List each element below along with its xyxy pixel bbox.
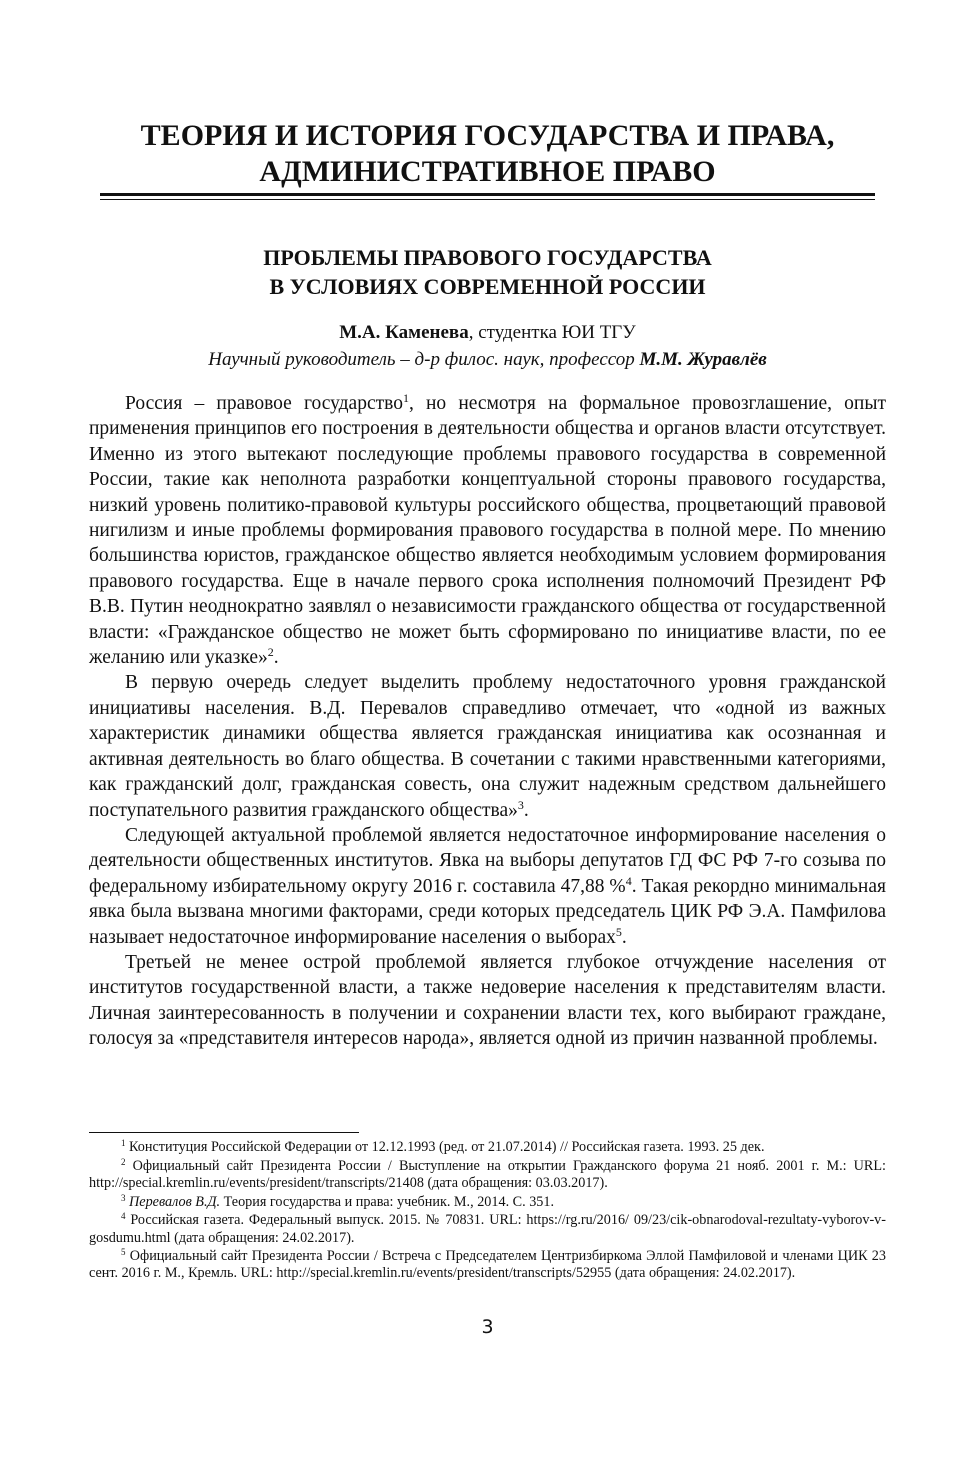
article-title [89,243,886,301]
footnote-1-text: Конституция Российской Федерации от 12.12.1993 (ред. от 21.07.2014) // Российская газета. 1993. 25 дек. [125,1139,765,1155]
paragraph-3-text-c: . [621,926,627,948]
footnote-4-number: 4 [121,1211,126,1222]
footnote-4 [89,1212,886,1246]
footnote-4-text: Российская газета. Федеральный выпуск. 2015. № 70831. URL: https://rg.ru/2016/ 09/23/cik-obnarodoval-rezultaty-vyborov-v-gosdumu.html (дата обращения: 24.02.2017). [89,1212,886,1246]
paragraph-1 [89,391,886,670]
advisor-name: М.М. Журавлёв [639,349,767,370]
footnote-ref-5: 5 [615,924,622,939]
author-name: М.А. Каменева [339,322,469,343]
section-heading [89,118,886,190]
footnote-ref-1: 1 [402,391,409,405]
paragraph-2-text-a: В первую очередь следует выделить проблему недостаточного уровня гражданской инициативы населения. В.Д. Перевалов справедливо отмечает, что «одной из важных характеристик динамики общества является гражданская инициатива как осознанная и активная деятельность во благо общества. В сочетании с такими нравственными категориями, как гражданский долг, гражданская совесть, она служит надежным средством дальнейшего поступательного развития гражданского общества» [89,672,886,821]
paragraph-1-text-b: , но несмотря на формальное провозглашение, опыт применения принципов его построения в деятельности общества и органов власти отсутствует. Именно из этого вытекают последующие проблемы правового государства в современной России, такие как неполнота разработки концептуальной стороны правового государства, низкий уровень политико-правовой культуры российского общества, процветающий правовой нигилизм и иные проблемы формирования правового государства в полной мере. По мнению большинства юристов, гражданское общество является необходимым условием формирования правового государства. Еще в начале первого срока исполнения полномочий Президент РФ В.В. Путин неоднократно заявлял о независимости гражданского общества от государственной власти: «Гражданское общество не может быть сформировано по инициативе власти, по ее желанию или указке» [89,393,886,669]
section-rule-thin [100,199,875,200]
footnote-5-text: Официальный сайт Президента России / Встреча с Председателем Центризбиркома Эллой Памфиловой и членами ЦИК 23 сент. 2016 г. М., Кремль. URL: http://special.kremlin.ru/events/president/transcripts/52955 (дата обращения: 24.02.2017). [89,1248,886,1282]
footnote-1 [89,1139,886,1156]
footnote-2 [89,1158,886,1192]
footnote-3 [89,1194,886,1211]
section-heading-line-1: ТЕОРИЯ И ИСТОРИЯ ГОСУДАРСТВА И ПРАВА, [140,119,835,152]
footnote-ref-4: 4 [625,873,632,888]
advisor-prefix: Научный руководитель – д-р филос. наук, профессор [208,349,640,370]
page-number: 3 [481,1316,494,1338]
footnote-5-number: 5 [121,1247,126,1258]
paragraph-3-text-a: Следующей актуальной проблемой является недостаточное информирование населения о деятельности общественных институтов. Явка на выборы депутатов ГД ФС РФ 7-го созыва по федеральному избирательному округу 2016 г. составила 47,88 % [89,824,886,897]
author-line [89,320,886,346]
paragraph-3-text-b: . Такая рекордно минимальная явка была вызвана многими факторами, среди которых председатель ЦИК РФ Э.А. Памфилова называет недостаточное информирование населения о выборах [89,875,886,948]
footnote-separator [89,1132,359,1133]
footnote-2-number: 2 [121,1156,126,1167]
footnote-1-number: 1 [121,1138,126,1148]
paragraph-1-text-c: . [273,647,279,669]
section-rule-thick [100,193,875,196]
section-heading-line-2: АДМИНИСТРАТИВНОЕ ПРАВО [259,155,716,188]
paragraph-1-text-a: Россия – правовое государство [125,393,403,414]
paragraph-3 [89,823,886,950]
article-body [89,391,886,1052]
footnote-ref-3: 3 [517,797,524,812]
paragraph-2 [89,670,886,822]
footnote-5 [89,1248,886,1282]
advisor-line [89,347,886,373]
footnote-ref-2: 2 [267,645,274,660]
footnote-3-author: Перевалов В.Д. [125,1193,221,1210]
footnote-3-text: Теория государства и права: учебник. М., 2014. С. 351. [220,1193,555,1210]
paragraph-2-text-b: . [523,799,529,821]
footnotes [89,1139,886,1284]
footnote-2-text: Официальный сайт Президента России / Выступление на открытии Гражданского форума 21 нояб. 2001 г. М.: URL: http://special.kremlin.ru/events/president/transcripts/21408 (дата обращения: 03.03.2017). [89,1157,886,1191]
author-affiliation: , студентка ЮИ ТГУ [468,322,636,343]
article-title-line-2: В УСЛОВИЯХ СОВРЕМЕННОЙ РОССИИ [269,274,706,299]
footnote-3-number: 3 [121,1192,126,1203]
paragraph-4: Третьей не менее острой проблемой является глубокое отчуждение населения от институтов государственной власти, а также недоверие населения к представителям власти. Личная заинтересованность в получении и сохранении власти тех, кого выбирают граждане, голосуя за «представителя интересов народа», является одной из причин названной проблемы. [89,951,886,1050]
article-title-line-1: ПРОБЛЕМЫ ПРАВОВОГО ГОСУДАРСТВА [263,245,712,270]
